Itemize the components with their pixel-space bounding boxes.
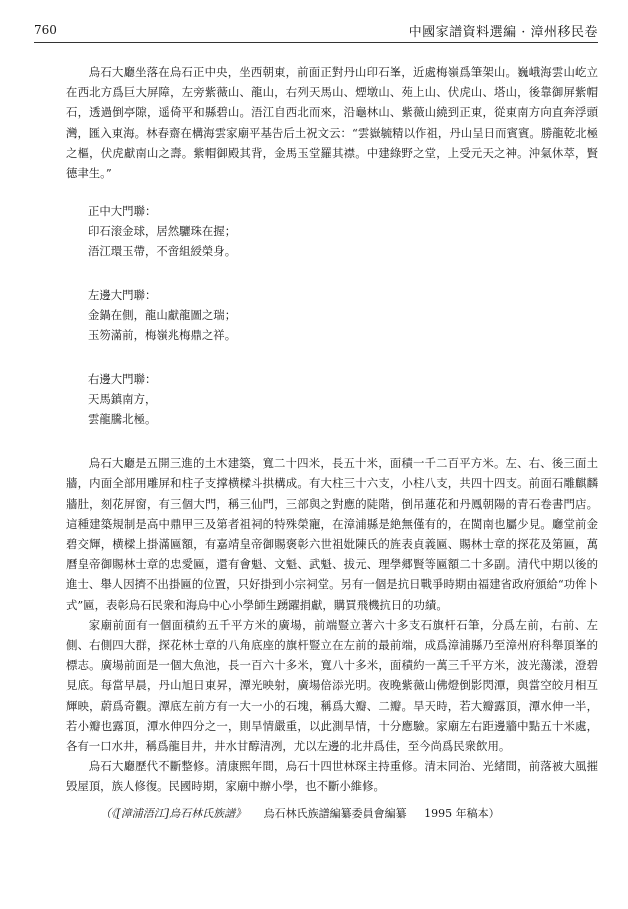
source-year: 1995 年稿本） [424, 806, 500, 820]
page-number: 760 [34, 23, 57, 37]
paragraph-architecture: 烏石大廳是五開三進的土木建築，寬二十四米，長五十米，面積一千二百平方米。左、右、後三面土牆，内面全部用雕屏和柱子支撑横樑斗拱構成。有大柱三十六支，小柱八支，共四十四支。前面石雕麒麟牆肚，刻花屏窗，有三個大門，稱三仙門，三部與之對應的陡階，倒吊蓮花和丹鳳朝陽的青石卷書門店。這種建築規制是高中鼎甲三及第者祖祠的特殊榮寵，在漳浦縣是絶無僅有的，在閩南也屬少見。廳堂前金碧交輝，横樑上掛滿匾額，有嘉靖皇帝御賜褒彰六世祖妣陳氏的旌表貞義匾、賜林士章的探花及第匾，萬曆皇帝御賜林士章的忠愛匾，還有會魁、文魁、武魁、拔元、理學郷賢等匾額二十多副。清代中期以後的進士、舉人因擠不出掛匾的位置，只好掛到小宗祠堂。另有一個是抗日戰爭時期由福建省政府頒給“功侔卜式”匾，表彰烏石民衆和海烏中心小學師生踴躍捐獻，購買飛機抗日的功績。 [66, 456, 598, 612]
couplet-left-gate [66, 285, 598, 345]
couplet-center-gate [66, 201, 598, 261]
couplet-title: 正中大門聯： [88, 204, 157, 219]
paragraph-location: 烏石大廳坐落在烏石正中央，坐西朝東，前面正對丹山印石峯，近處梅嶺爲筆架山。巍峨海雲山屹立在西北方爲巨大屏障，左旁紫薇山、龍山，右列天馬山、煙墩山、苑上山、伏虎山、塔山，後靠御屏紫帽石，透過倒亭隙，遥倚平和縣碧山。浯江自西北而來，沿龜林山、紫薇山繞到正東，從東南方向直奔浮頭灣，匯入東海。林春齋在構海雲家廟平基告后土祝文云：“雲嶽毓精以作祖，丹山呈日而賓賓。勝龍乾北極之樞，伏虎獻南山之壽。紫帽御殿其背，金馬玉堂羅其襟。中建綠野之堂，上受元天之神。沖氣休萃，賢德聿生。” [66, 65, 598, 181]
page-header [34, 20, 598, 43]
main-text [66, 62, 598, 823]
paragraph-plaza: 家廟前面有一個面積約五千平方米的廣場，前端豎立著六十多支石旗杆石筆，分爲左前，右前、左側、右側四大群，探花林士章的八角底座的旗杆豎立在左前的最前端，成爲漳浦縣乃至漳州府科舉頂峯的標志。廣場前面是一個大魚池，長一百六十多米，寬八十多米，面積約一萬三千平方米，波光蕩漾，澄碧見底。每當早晨，丹山旭日東昇，潭光映射，廣場倍添光明。夜晚紫薇山佛燈倒影閃潭，與當空皎月相互輝映，蔚爲奇觀。潭底左前方有一大一小的石塊，稱爲大瓣、二瓣。旱天時，若大瓣露頂，潭水伸一半，若小瓣也露頂，潭水伸四分之一，則旱情嚴重，以此測旱情，十分應驗。家廟左右距邊牆中點五十米處，各有一口水井，稱爲龍目井，井水甘醇清冽，尤以左邊的北井爲佳，至今尚爲民衆飲用。 [66, 617, 598, 754]
couplet-line: 印石滚金球，居然驪珠在握； [88, 224, 237, 239]
couplet-title: 右邊大門聯： [88, 372, 157, 387]
running-title: 中國家譜資料選編 · 漳州移民卷 [408, 25, 598, 40]
couplet-line: 天馬鎮南方， [88, 392, 157, 407]
couplet-line: 玉笏滿前，梅嶺兆梅鼎之祥。 [88, 328, 237, 343]
paragraph-renovation: 烏石大廳歷代不斷整修。清康熙年間，烏石十四世林琛主持重修。清末同治、光緒間，前落被大風摧毁屋頂，族人修復。民國時期，家廟中辦小學，也不斷小維修。 [66, 759, 598, 794]
couplet-line: 浯江環玉帶，不啻組綬榮身。 [88, 244, 237, 259]
source-book: （《[漳浦浯江]烏石林氏族譜》 [100, 806, 247, 820]
couplet-right-gate [66, 369, 598, 429]
couplet-title: 左邊大門聯： [88, 288, 157, 303]
couplet-line: 雲龍騰北極。 [88, 412, 157, 427]
source-citation [66, 805, 598, 823]
couplet-line: 金鍋在側，龍山獻龍圖之瑞； [88, 308, 237, 323]
source-compiler: 烏石林氏族譜編纂委員會編纂 [263, 806, 407, 820]
